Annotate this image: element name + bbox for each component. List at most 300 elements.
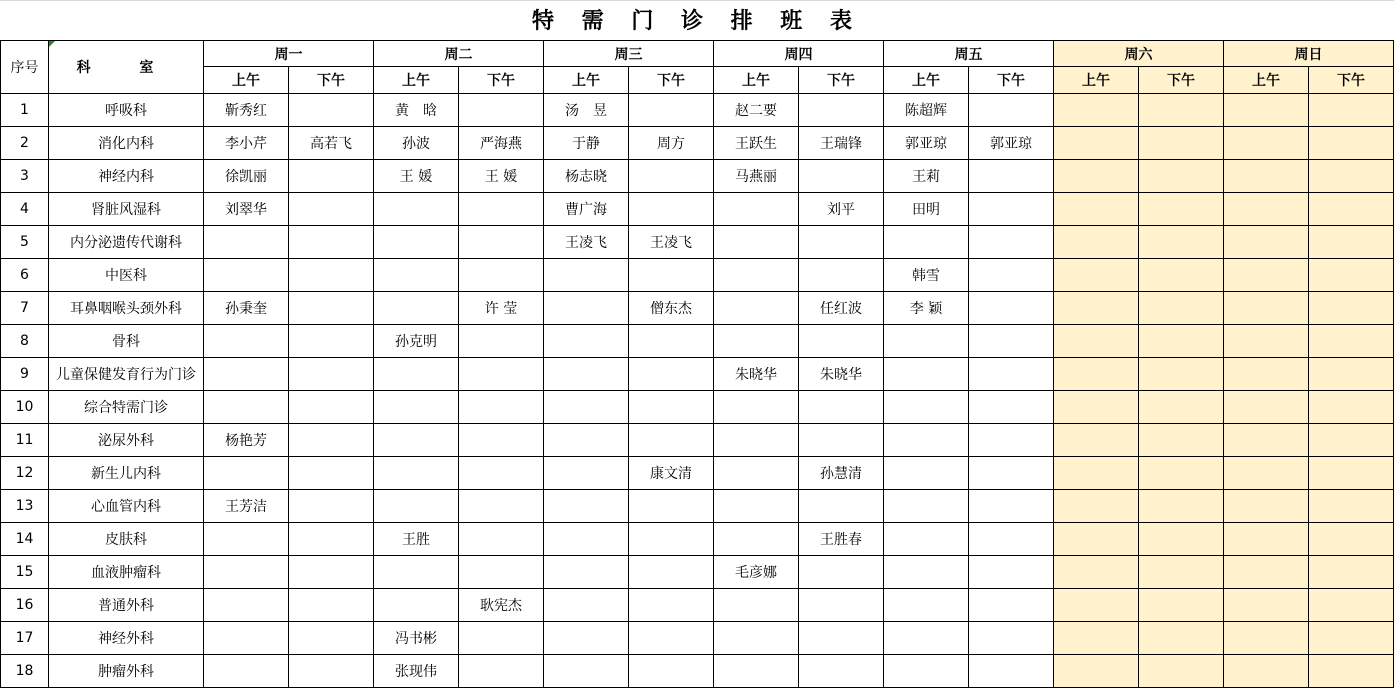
doctor-slot-cell[interactable] xyxy=(799,259,884,292)
doctor-slot-cell[interactable] xyxy=(204,325,289,358)
doctor-slot-cell[interactable] xyxy=(1054,523,1139,556)
doctor-slot-cell[interactable] xyxy=(204,391,289,424)
doctor-slot-cell[interactable] xyxy=(204,556,289,589)
header-am-day7[interactable]: 上午 xyxy=(1224,67,1309,94)
doctor-slot-cell[interactable] xyxy=(459,94,544,127)
doctor-slot-cell[interactable] xyxy=(629,622,714,655)
doctor-slot-cell[interactable] xyxy=(289,457,374,490)
doctor-slot-cell[interactable] xyxy=(1309,193,1394,226)
doctor-slot-cell[interactable]: 靳秀红 xyxy=(204,94,289,127)
doctor-slot-cell[interactable] xyxy=(459,325,544,358)
doctor-slot-cell[interactable] xyxy=(884,622,969,655)
doctor-slot-cell[interactable] xyxy=(884,556,969,589)
doctor-slot-cell[interactable] xyxy=(1309,589,1394,622)
doctor-slot-cell[interactable] xyxy=(289,94,374,127)
doctor-slot-cell[interactable] xyxy=(1139,226,1224,259)
doctor-slot-cell[interactable] xyxy=(1054,622,1139,655)
doctor-slot-cell[interactable] xyxy=(1309,160,1394,193)
doctor-slot-cell[interactable] xyxy=(714,391,799,424)
row-number-cell[interactable]: 9 xyxy=(1,358,49,391)
doctor-slot-cell[interactable] xyxy=(1139,490,1224,523)
doctor-slot-cell[interactable] xyxy=(544,292,629,325)
doctor-slot-cell[interactable] xyxy=(714,523,799,556)
doctor-slot-cell[interactable] xyxy=(1139,358,1224,391)
doctor-slot-cell[interactable] xyxy=(459,391,544,424)
doctor-slot-cell[interactable] xyxy=(884,589,969,622)
doctor-slot-cell[interactable] xyxy=(544,490,629,523)
doctor-slot-cell[interactable] xyxy=(1224,523,1309,556)
doctor-slot-cell[interactable] xyxy=(884,490,969,523)
doctor-slot-cell[interactable] xyxy=(1139,556,1224,589)
header-pm-day4[interactable]: 下午 xyxy=(799,67,884,94)
doctor-slot-cell[interactable] xyxy=(1139,94,1224,127)
doctor-slot-cell[interactable] xyxy=(1054,655,1139,688)
doctor-slot-cell[interactable] xyxy=(544,589,629,622)
doctor-slot-cell[interactable]: 僧东杰 xyxy=(629,292,714,325)
header-day-tue[interactable]: 周二 xyxy=(374,41,544,67)
doctor-slot-cell[interactable]: 王瑞锋 xyxy=(799,127,884,160)
doctor-slot-cell[interactable] xyxy=(1139,292,1224,325)
doctor-slot-cell[interactable] xyxy=(969,556,1054,589)
doctor-slot-cell[interactable] xyxy=(544,358,629,391)
doctor-slot-cell[interactable] xyxy=(1309,292,1394,325)
doctor-slot-cell[interactable] xyxy=(714,622,799,655)
doctor-slot-cell[interactable] xyxy=(714,490,799,523)
header-seq[interactable]: 序号 xyxy=(1,41,49,94)
doctor-slot-cell[interactable] xyxy=(1139,523,1224,556)
doctor-slot-cell[interactable] xyxy=(629,424,714,457)
row-number-cell[interactable]: 6 xyxy=(1,259,49,292)
doctor-slot-cell[interactable]: 王凌飞 xyxy=(544,226,629,259)
doctor-slot-cell[interactable] xyxy=(459,259,544,292)
doctor-slot-cell[interactable]: 王 媛 xyxy=(374,160,459,193)
doctor-slot-cell[interactable]: 李小芹 xyxy=(204,127,289,160)
doctor-slot-cell[interactable]: 刘翠华 xyxy=(204,193,289,226)
doctor-slot-cell[interactable] xyxy=(799,490,884,523)
doctor-slot-cell[interactable] xyxy=(1139,160,1224,193)
doctor-slot-cell[interactable] xyxy=(1224,193,1309,226)
doctor-slot-cell[interactable] xyxy=(629,193,714,226)
row-number-cell[interactable]: 10 xyxy=(1,391,49,424)
doctor-slot-cell[interactable] xyxy=(1054,94,1139,127)
doctor-slot-cell[interactable]: 孙克明 xyxy=(374,325,459,358)
doctor-slot-cell[interactable]: 孙秉奎 xyxy=(204,292,289,325)
doctor-slot-cell[interactable]: 李 颖 xyxy=(884,292,969,325)
doctor-slot-cell[interactable] xyxy=(1139,424,1224,457)
department-cell[interactable]: 中医科 xyxy=(49,259,204,292)
header-day-sat[interactable]: 周六 xyxy=(1054,41,1224,67)
department-cell[interactable]: 血液肿瘤科 xyxy=(49,556,204,589)
doctor-slot-cell[interactable] xyxy=(1224,391,1309,424)
doctor-slot-cell[interactable] xyxy=(1139,655,1224,688)
doctor-slot-cell[interactable] xyxy=(1054,127,1139,160)
doctor-slot-cell[interactable] xyxy=(1224,556,1309,589)
doctor-slot-cell[interactable] xyxy=(544,655,629,688)
doctor-slot-cell[interactable]: 马燕丽 xyxy=(714,160,799,193)
doctor-slot-cell[interactable]: 陈超辉 xyxy=(884,94,969,127)
doctor-slot-cell[interactable] xyxy=(629,358,714,391)
doctor-slot-cell[interactable]: 曹广海 xyxy=(544,193,629,226)
doctor-slot-cell[interactable] xyxy=(374,391,459,424)
doctor-slot-cell[interactable] xyxy=(1224,127,1309,160)
doctor-slot-cell[interactable] xyxy=(1054,160,1139,193)
doctor-slot-cell[interactable] xyxy=(969,655,1054,688)
doctor-slot-cell[interactable] xyxy=(459,457,544,490)
department-cell[interactable]: 神经外科 xyxy=(49,622,204,655)
doctor-slot-cell[interactable] xyxy=(544,325,629,358)
doctor-slot-cell[interactable] xyxy=(204,259,289,292)
doctor-slot-cell[interactable] xyxy=(1054,325,1139,358)
doctor-slot-cell[interactable] xyxy=(1139,259,1224,292)
doctor-slot-cell[interactable] xyxy=(374,589,459,622)
doctor-slot-cell[interactable] xyxy=(969,523,1054,556)
doctor-slot-cell[interactable] xyxy=(544,457,629,490)
doctor-slot-cell[interactable] xyxy=(459,556,544,589)
doctor-slot-cell[interactable] xyxy=(204,622,289,655)
doctor-slot-cell[interactable] xyxy=(714,292,799,325)
department-cell[interactable]: 耳鼻咽喉头颈外科 xyxy=(49,292,204,325)
doctor-slot-cell[interactable] xyxy=(459,424,544,457)
department-cell[interactable]: 心血管内科 xyxy=(49,490,204,523)
doctor-slot-cell[interactable] xyxy=(969,193,1054,226)
doctor-slot-cell[interactable] xyxy=(1139,457,1224,490)
row-number-cell[interactable]: 5 xyxy=(1,226,49,259)
row-number-cell[interactable]: 1 xyxy=(1,94,49,127)
doctor-slot-cell[interactable] xyxy=(714,325,799,358)
doctor-slot-cell[interactable] xyxy=(289,589,374,622)
doctor-slot-cell[interactable]: 于静 xyxy=(544,127,629,160)
doctor-slot-cell[interactable]: 刘平 xyxy=(799,193,884,226)
header-pm-day7[interactable]: 下午 xyxy=(1309,67,1394,94)
doctor-slot-cell[interactable] xyxy=(714,457,799,490)
department-cell[interactable]: 新生儿内科 xyxy=(49,457,204,490)
doctor-slot-cell[interactable]: 孙慧清 xyxy=(799,457,884,490)
doctor-slot-cell[interactable] xyxy=(1054,391,1139,424)
doctor-slot-cell[interactable] xyxy=(1224,424,1309,457)
doctor-slot-cell[interactable] xyxy=(374,226,459,259)
doctor-slot-cell[interactable] xyxy=(1309,655,1394,688)
doctor-slot-cell[interactable] xyxy=(1224,457,1309,490)
doctor-slot-cell[interactable]: 王芳洁 xyxy=(204,490,289,523)
doctor-slot-cell[interactable] xyxy=(289,259,374,292)
doctor-slot-cell[interactable]: 许 莹 xyxy=(459,292,544,325)
doctor-slot-cell[interactable] xyxy=(629,655,714,688)
doctor-slot-cell[interactable]: 王胜 xyxy=(374,523,459,556)
doctor-slot-cell[interactable] xyxy=(1054,358,1139,391)
doctor-slot-cell[interactable] xyxy=(969,292,1054,325)
doctor-slot-cell[interactable] xyxy=(1309,325,1394,358)
doctor-slot-cell[interactable] xyxy=(289,622,374,655)
doctor-slot-cell[interactable] xyxy=(289,358,374,391)
doctor-slot-cell[interactable] xyxy=(1054,457,1139,490)
doctor-slot-cell[interactable] xyxy=(799,94,884,127)
doctor-slot-cell[interactable] xyxy=(969,490,1054,523)
doctor-slot-cell[interactable] xyxy=(969,160,1054,193)
doctor-slot-cell[interactable]: 朱晓华 xyxy=(714,358,799,391)
doctor-slot-cell[interactable]: 杨艳芳 xyxy=(204,424,289,457)
row-number-cell[interactable]: 14 xyxy=(1,523,49,556)
doctor-slot-cell[interactable] xyxy=(1309,259,1394,292)
doctor-slot-cell[interactable]: 郭亚琼 xyxy=(969,127,1054,160)
doctor-slot-cell[interactable] xyxy=(374,490,459,523)
doctor-slot-cell[interactable] xyxy=(1054,556,1139,589)
doctor-slot-cell[interactable] xyxy=(1309,424,1394,457)
doctor-slot-cell[interactable]: 赵二要 xyxy=(714,94,799,127)
doctor-slot-cell[interactable]: 黄 晗 xyxy=(374,94,459,127)
doctor-slot-cell[interactable] xyxy=(799,556,884,589)
header-dept[interactable] xyxy=(49,41,204,94)
row-number-cell[interactable]: 13 xyxy=(1,490,49,523)
department-cell[interactable]: 消化内科 xyxy=(49,127,204,160)
doctor-slot-cell[interactable] xyxy=(1139,325,1224,358)
doctor-slot-cell[interactable] xyxy=(799,424,884,457)
doctor-slot-cell[interactable] xyxy=(1139,391,1224,424)
doctor-slot-cell[interactable] xyxy=(374,292,459,325)
doctor-slot-cell[interactable] xyxy=(204,523,289,556)
doctor-slot-cell[interactable] xyxy=(1224,292,1309,325)
doctor-slot-cell[interactable] xyxy=(629,589,714,622)
doctor-slot-cell[interactable] xyxy=(1139,589,1224,622)
department-cell[interactable]: 骨科 xyxy=(49,325,204,358)
doctor-slot-cell[interactable]: 郭亚琼 xyxy=(884,127,969,160)
row-number-cell[interactable]: 2 xyxy=(1,127,49,160)
doctor-slot-cell[interactable] xyxy=(544,556,629,589)
doctor-slot-cell[interactable] xyxy=(204,457,289,490)
doctor-slot-cell[interactable] xyxy=(799,391,884,424)
doctor-slot-cell[interactable]: 严海燕 xyxy=(459,127,544,160)
row-number-cell[interactable]: 18 xyxy=(1,655,49,688)
doctor-slot-cell[interactable] xyxy=(884,523,969,556)
header-day-wed[interactable]: 周三 xyxy=(544,41,714,67)
department-cell[interactable]: 综合特需门诊 xyxy=(49,391,204,424)
doctor-slot-cell[interactable] xyxy=(1309,127,1394,160)
doctor-slot-cell[interactable]: 王凌飞 xyxy=(629,226,714,259)
doctor-slot-cell[interactable] xyxy=(799,622,884,655)
doctor-slot-cell[interactable] xyxy=(374,259,459,292)
department-cell[interactable]: 肿瘤外科 xyxy=(49,655,204,688)
doctor-slot-cell[interactable] xyxy=(799,325,884,358)
doctor-slot-cell[interactable] xyxy=(629,490,714,523)
header-pm-day1[interactable]: 下午 xyxy=(289,67,374,94)
department-cell[interactable]: 呼吸科 xyxy=(49,94,204,127)
row-number-cell[interactable]: 4 xyxy=(1,193,49,226)
doctor-slot-cell[interactable] xyxy=(544,424,629,457)
doctor-slot-cell[interactable]: 高若飞 xyxy=(289,127,374,160)
row-number-cell[interactable]: 3 xyxy=(1,160,49,193)
doctor-slot-cell[interactable] xyxy=(969,622,1054,655)
header-am-day5[interactable]: 上午 xyxy=(884,67,969,94)
doctor-slot-cell[interactable] xyxy=(289,655,374,688)
department-cell[interactable]: 神经内科 xyxy=(49,160,204,193)
doctor-slot-cell[interactable] xyxy=(714,226,799,259)
doctor-slot-cell[interactable] xyxy=(459,226,544,259)
department-cell[interactable]: 儿童保健发育行为门诊 xyxy=(49,358,204,391)
doctor-slot-cell[interactable] xyxy=(1224,589,1309,622)
doctor-slot-cell[interactable] xyxy=(289,193,374,226)
doctor-slot-cell[interactable] xyxy=(204,589,289,622)
doctor-slot-cell[interactable] xyxy=(629,391,714,424)
department-cell[interactable]: 肾脏风湿科 xyxy=(49,193,204,226)
doctor-slot-cell[interactable] xyxy=(629,523,714,556)
doctor-slot-cell[interactable] xyxy=(1224,622,1309,655)
header-day-sun[interactable]: 周日 xyxy=(1224,41,1394,67)
doctor-slot-cell[interactable] xyxy=(544,259,629,292)
doctor-slot-cell[interactable] xyxy=(289,292,374,325)
doctor-slot-cell[interactable] xyxy=(289,391,374,424)
doctor-slot-cell[interactable] xyxy=(884,226,969,259)
doctor-slot-cell[interactable] xyxy=(1224,160,1309,193)
doctor-slot-cell[interactable] xyxy=(459,490,544,523)
doctor-slot-cell[interactable] xyxy=(544,622,629,655)
doctor-slot-cell[interactable] xyxy=(969,226,1054,259)
doctor-slot-cell[interactable] xyxy=(969,325,1054,358)
doctor-slot-cell[interactable] xyxy=(1224,94,1309,127)
doctor-slot-cell[interactable] xyxy=(629,160,714,193)
doctor-slot-cell[interactable] xyxy=(799,160,884,193)
doctor-slot-cell[interactable]: 张现伟 xyxy=(374,655,459,688)
doctor-slot-cell[interactable]: 韩雪 xyxy=(884,259,969,292)
doctor-slot-cell[interactable] xyxy=(714,589,799,622)
doctor-slot-cell[interactable] xyxy=(969,259,1054,292)
doctor-slot-cell[interactable]: 康文清 xyxy=(629,457,714,490)
doctor-slot-cell[interactable] xyxy=(969,589,1054,622)
doctor-slot-cell[interactable] xyxy=(1054,424,1139,457)
doctor-slot-cell[interactable]: 王胜春 xyxy=(799,523,884,556)
header-pm-day3[interactable]: 下午 xyxy=(629,67,714,94)
doctor-slot-cell[interactable] xyxy=(459,655,544,688)
header-day-mon[interactable]: 周一 xyxy=(204,41,374,67)
doctor-slot-cell[interactable] xyxy=(969,358,1054,391)
doctor-slot-cell[interactable] xyxy=(969,424,1054,457)
doctor-slot-cell[interactable] xyxy=(1224,490,1309,523)
doctor-slot-cell[interactable] xyxy=(799,655,884,688)
header-am-day6[interactable]: 上午 xyxy=(1054,67,1139,94)
header-day-fri[interactable]: 周五 xyxy=(884,41,1054,67)
doctor-slot-cell[interactable] xyxy=(1309,457,1394,490)
doctor-slot-cell[interactable] xyxy=(629,325,714,358)
doctor-slot-cell[interactable] xyxy=(544,391,629,424)
doctor-slot-cell[interactable] xyxy=(1054,490,1139,523)
doctor-slot-cell[interactable] xyxy=(289,490,374,523)
row-number-cell[interactable]: 12 xyxy=(1,457,49,490)
row-number-cell[interactable]: 7 xyxy=(1,292,49,325)
doctor-slot-cell[interactable] xyxy=(1139,127,1224,160)
doctor-slot-cell[interactable] xyxy=(1224,655,1309,688)
doctor-slot-cell[interactable] xyxy=(799,226,884,259)
doctor-slot-cell[interactable] xyxy=(289,226,374,259)
doctor-slot-cell[interactable] xyxy=(289,325,374,358)
doctor-slot-cell[interactable] xyxy=(969,457,1054,490)
doctor-slot-cell[interactable] xyxy=(374,424,459,457)
doctor-slot-cell[interactable]: 毛彦娜 xyxy=(714,556,799,589)
doctor-slot-cell[interactable]: 王跃生 xyxy=(714,127,799,160)
row-number-cell[interactable]: 17 xyxy=(1,622,49,655)
doctor-slot-cell[interactable] xyxy=(459,193,544,226)
doctor-slot-cell[interactable] xyxy=(1054,193,1139,226)
doctor-slot-cell[interactable] xyxy=(459,622,544,655)
doctor-slot-cell[interactable] xyxy=(629,556,714,589)
doctor-slot-cell[interactable] xyxy=(1309,556,1394,589)
doctor-slot-cell[interactable] xyxy=(884,325,969,358)
department-cell[interactable]: 普通外科 xyxy=(49,589,204,622)
doctor-slot-cell[interactable] xyxy=(204,358,289,391)
doctor-slot-cell[interactable] xyxy=(374,556,459,589)
doctor-slot-cell[interactable] xyxy=(374,358,459,391)
doctor-slot-cell[interactable]: 王莉 xyxy=(884,160,969,193)
doctor-slot-cell[interactable]: 田明 xyxy=(884,193,969,226)
doctor-slot-cell[interactable] xyxy=(714,259,799,292)
doctor-slot-cell[interactable] xyxy=(1139,622,1224,655)
department-cell[interactable]: 皮肤科 xyxy=(49,523,204,556)
doctor-slot-cell[interactable] xyxy=(884,391,969,424)
doctor-slot-cell[interactable]: 朱晓华 xyxy=(799,358,884,391)
doctor-slot-cell[interactable] xyxy=(459,523,544,556)
header-am-day4[interactable]: 上午 xyxy=(714,67,799,94)
doctor-slot-cell[interactable] xyxy=(289,556,374,589)
doctor-slot-cell[interactable] xyxy=(374,193,459,226)
doctor-slot-cell[interactable] xyxy=(884,655,969,688)
header-pm-day2[interactable]: 下午 xyxy=(459,67,544,94)
doctor-slot-cell[interactable]: 杨志晓 xyxy=(544,160,629,193)
header-am-day2[interactable]: 上午 xyxy=(374,67,459,94)
doctor-slot-cell[interactable] xyxy=(884,424,969,457)
doctor-slot-cell[interactable] xyxy=(714,424,799,457)
doctor-slot-cell[interactable]: 耿宪杰 xyxy=(459,589,544,622)
doctor-slot-cell[interactable] xyxy=(1224,259,1309,292)
doctor-slot-cell[interactable] xyxy=(374,457,459,490)
doctor-slot-cell[interactable]: 冯书彬 xyxy=(374,622,459,655)
doctor-slot-cell[interactable] xyxy=(204,226,289,259)
doctor-slot-cell[interactable]: 周方 xyxy=(629,127,714,160)
doctor-slot-cell[interactable] xyxy=(1309,358,1394,391)
header-am-day1[interactable]: 上午 xyxy=(204,67,289,94)
doctor-slot-cell[interactable] xyxy=(969,391,1054,424)
row-number-cell[interactable]: 11 xyxy=(1,424,49,457)
doctor-slot-cell[interactable] xyxy=(459,358,544,391)
doctor-slot-cell[interactable] xyxy=(1054,292,1139,325)
doctor-slot-cell[interactable] xyxy=(969,94,1054,127)
doctor-slot-cell[interactable] xyxy=(1309,523,1394,556)
doctor-slot-cell[interactable] xyxy=(1309,622,1394,655)
doctor-slot-cell[interactable] xyxy=(289,424,374,457)
doctor-slot-cell[interactable] xyxy=(289,523,374,556)
doctor-slot-cell[interactable] xyxy=(714,193,799,226)
doctor-slot-cell[interactable]: 王 媛 xyxy=(459,160,544,193)
doctor-slot-cell[interactable] xyxy=(1054,259,1139,292)
doctor-slot-cell[interactable] xyxy=(1054,589,1139,622)
row-number-cell[interactable]: 15 xyxy=(1,556,49,589)
doctor-slot-cell[interactable]: 孙波 xyxy=(374,127,459,160)
doctor-slot-cell[interactable] xyxy=(1309,391,1394,424)
row-number-cell[interactable]: 8 xyxy=(1,325,49,358)
doctor-slot-cell[interactable] xyxy=(289,160,374,193)
doctor-slot-cell[interactable]: 徐凯丽 xyxy=(204,160,289,193)
doctor-slot-cell[interactable] xyxy=(204,655,289,688)
doctor-slot-cell[interactable] xyxy=(1309,94,1394,127)
doctor-slot-cell[interactable] xyxy=(629,94,714,127)
doctor-slot-cell[interactable] xyxy=(1309,490,1394,523)
doctor-slot-cell[interactable] xyxy=(799,589,884,622)
header-pm-day5[interactable]: 下午 xyxy=(969,67,1054,94)
doctor-slot-cell[interactable] xyxy=(1224,358,1309,391)
doctor-slot-cell[interactable] xyxy=(1224,325,1309,358)
doctor-slot-cell[interactable] xyxy=(884,358,969,391)
doctor-slot-cell[interactable]: 任红波 xyxy=(799,292,884,325)
department-cell[interactable]: 泌尿外科 xyxy=(49,424,204,457)
header-am-day3[interactable]: 上午 xyxy=(544,67,629,94)
department-cell[interactable]: 内分泌遗传代谢科 xyxy=(49,226,204,259)
doctor-slot-cell[interactable] xyxy=(884,457,969,490)
